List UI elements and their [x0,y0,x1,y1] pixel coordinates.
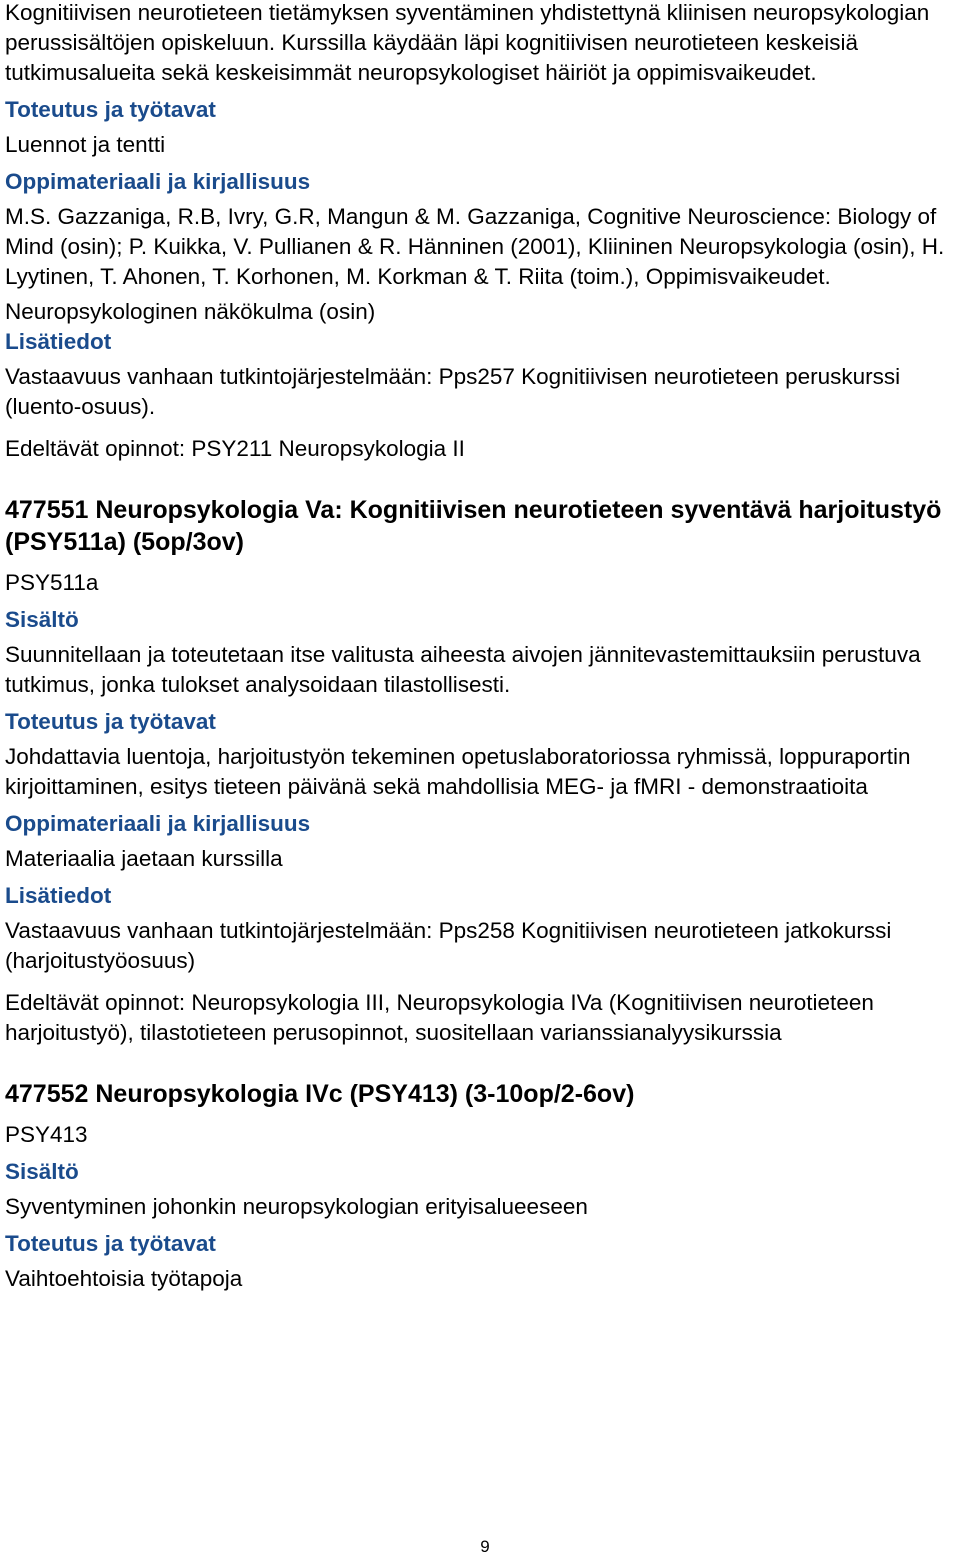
heading-toteutus: Toteutus ja työtavat [5,97,216,122]
heading-lisatiedot: Lisätiedot [5,329,112,354]
course-477552 [5,1078,945,1294]
sisalto-text: Suunnitellaan ja toteutetaan itse valitusta aiheesta aivojen jännitevastemittauksiin perustuva tutkimus, jonka tulokset analysoidaan tilastollisesti. [5,642,921,697]
course-code: PSY413 [5,1122,88,1147]
course-title: 477551 Neuropsykologia Va: Kognitiivisen neurotieteen syventävä harjoitustyö (PSY511a) (5op/3ov) [5,496,942,556]
lisatiedot-text: Vastaavuus vanhaan tutkintojärjestelmään: Pps258 Kognitiivisen neurotieteen jatkokurssi (harjoitustyöosuus) [5,918,892,973]
page-number: 9 [480,1537,490,1556]
edeltavat-text: Edeltävät opinnot: Neuropsykologia III, Neuropsykologia IVa (Kognitiivisen neurotieteen harjoitustyö), tilastotieteen perusopinnot, suositellaan varianssianalyysikurssia [5,990,874,1045]
intro-paragraph: Kognitiivisen neurotieteen tietämyksen syventäminen yhdistettynä kliinisen neuropsykologian perussisältöjen opiskeluun. Kurssilla käydään läpi kognitiivisen neurotieteen keskeisiä tutkimusalueita sekä keskeisimmät neuropsykologiset häiriöt ja oppimisvaikeudet. [5,0,930,85]
heading-oppimateriaali: Oppimateriaali ja kirjallisuus [5,811,311,836]
edeltavat-text: Edeltävät opinnot: PSY211 Neuropsykologia II [5,436,465,461]
heading-lisatiedot: Lisätiedot [5,883,112,908]
oppimateriaali-text: M.S. Gazzaniga, R.B, Ivry, G.R, Mangun & M. Gazzaniga, Cognitive Neuroscience: Biology of Mind (osin); P. Kuikka, V. Pullianen & R. Hänninen (2001), Kliininen Neuropsykologia (osin), H. Lyytinen, T. Ahonen, T. Korhonen, M. Korkman & T. Riita (toim.), Oppimisvaikeudet. [5,204,945,289]
heading-sisalto: Sisältö [5,1159,79,1184]
course-title: 477552 Neuropsykologia IVc (PSY413) (3-10op/2-6ov) [5,1080,635,1108]
oppimateriaali-text-continued: Neuropsykologinen näkökulma (osin) [5,299,376,324]
sisalto-text: Syventyminen johonkin neuropsykologian erityisalueeseen [5,1194,588,1219]
course-code: PSY511a [5,570,99,595]
toteutus-text: Vaihtoehtoisia työtapoja [5,1266,243,1291]
heading-toteutus: Toteutus ja työtavat [5,709,216,734]
heading-sisalto: Sisältö [5,607,79,632]
document-page [5,0,945,1294]
heading-toteutus: Toteutus ja työtavat [5,1231,216,1256]
toteutus-text: Johdattavia luentoja, harjoitustyön tekeminen opetuslaboratoriossa ryhmissä, loppuraportin kirjoittaminen, esitys tieteen päivänä sekä mahdollisia MEG- ja fMRI - demonstraatioita [5,744,911,799]
toteutus-text: Luennot ja tentti [5,132,166,157]
course-477551 [5,494,945,1048]
lisatiedot-text: Vastaavuus vanhaan tutkintojärjestelmään: Pps257 Kognitiivisen neurotieteen peruskurssi (luento-osuus). [5,364,901,419]
oppimateriaali-text: Materiaalia jaetaan kurssilla [5,846,283,871]
heading-oppimateriaali: Oppimateriaali ja kirjallisuus [5,169,311,194]
